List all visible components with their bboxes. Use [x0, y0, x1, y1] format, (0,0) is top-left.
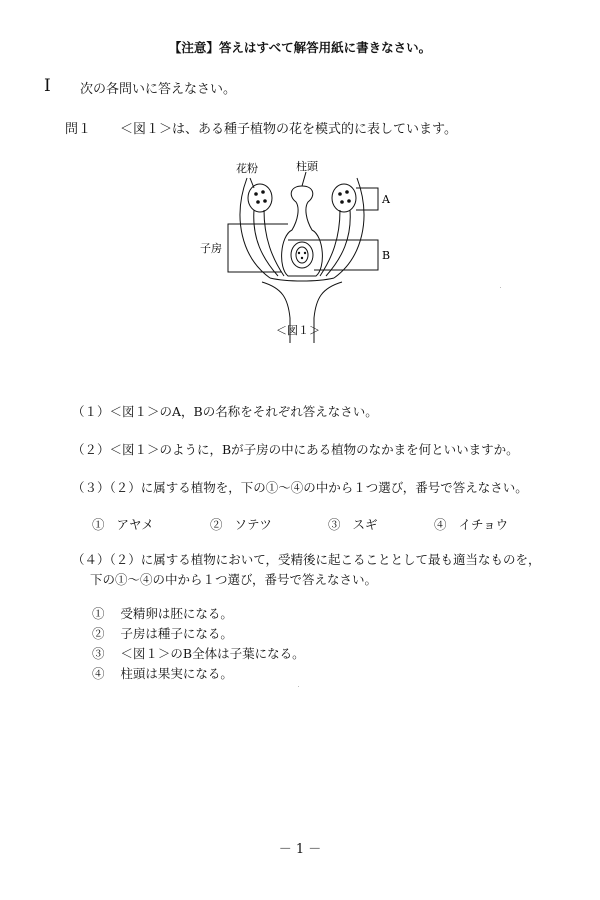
section-number: Ⅰ	[44, 76, 51, 96]
bracket-a	[356, 188, 378, 210]
flower-diagram	[192, 158, 402, 348]
label-b: B	[382, 249, 391, 262]
question-text: ＜図１＞は、ある種子植物の花を模式的に表しています。	[120, 122, 457, 137]
q4-option-text: 子房は種子になる。	[120, 626, 233, 641]
q4-option-text: 受精卵は胚になる。	[120, 606, 233, 621]
filament-left-inner	[264, 210, 284, 276]
q3-option-text: アヤメ	[116, 517, 154, 532]
subquestion-3: （３）（２）に属する植物を，下の①～④の中から１つ選び，番号で答えなさい。	[72, 480, 528, 495]
bracket-b	[288, 240, 378, 270]
question-label: 問１	[65, 122, 92, 137]
subquestion-4-line2: 下の①～④の中から１つ選び，番号で答えなさい。	[90, 572, 378, 587]
q4-option-text: 柱頭は果実になる。	[120, 666, 233, 681]
q4-option-3	[92, 644, 305, 662]
q4-option-4	[92, 664, 233, 682]
label-ovary: 子房	[200, 242, 222, 255]
q3-option-4	[434, 515, 508, 533]
q4-option-number: ①	[92, 606, 105, 621]
label-a: A	[382, 193, 390, 206]
ovule	[291, 242, 313, 268]
q3-option-3	[328, 515, 377, 533]
q3-option-1	[92, 515, 154, 533]
q3-option-number: ③	[328, 517, 341, 532]
page-number: － 1 －	[278, 842, 322, 857]
q3-option-text: ソテツ	[234, 517, 272, 532]
q3-option-number: ④	[434, 517, 447, 532]
anther-left	[248, 184, 272, 212]
q3-option-text: スギ	[352, 517, 378, 532]
q3-option-number: ②	[210, 517, 223, 532]
subquestion-4-line1: （４）（２）に属する植物において，受精後に起こることとして最も適当なものを，	[72, 552, 541, 567]
q4-option-2	[92, 624, 233, 642]
subquestion-1: （１）＜図１＞のA，Bの名称をそれぞれ答えなさい。	[72, 404, 378, 419]
q3-option-2	[210, 515, 272, 533]
section-instruction: 次の各問いに答えなさい。	[80, 82, 237, 97]
scan-speck	[298, 686, 299, 687]
ovule-inner	[296, 247, 308, 263]
filament-right-inner	[320, 210, 340, 276]
q3-option-text: イチョウ	[458, 517, 509, 532]
q3-option-number: ①	[92, 517, 105, 532]
q4-option-text: ＜図１＞のB全体は子葉になる。	[120, 646, 305, 661]
subquestion-2: （２）＜図１＞のように，Bが子房の中にある植物のなかまを何といいますか。	[72, 442, 519, 457]
scan-speck	[500, 287, 501, 288]
q4-option-number: ②	[92, 626, 105, 641]
q4-option-number: ④	[92, 666, 105, 681]
label-stigma: 柱頭	[296, 160, 318, 173]
q4-option-1	[92, 604, 233, 622]
q4-option-number: ③	[92, 646, 105, 661]
notice-banner: 【注意】答えはすべて解答用紙に書きなさい。	[168, 40, 432, 55]
label-pollen: 花粉	[236, 162, 258, 175]
anther-right	[332, 184, 356, 212]
figure-caption: ＜図１＞	[276, 324, 320, 337]
